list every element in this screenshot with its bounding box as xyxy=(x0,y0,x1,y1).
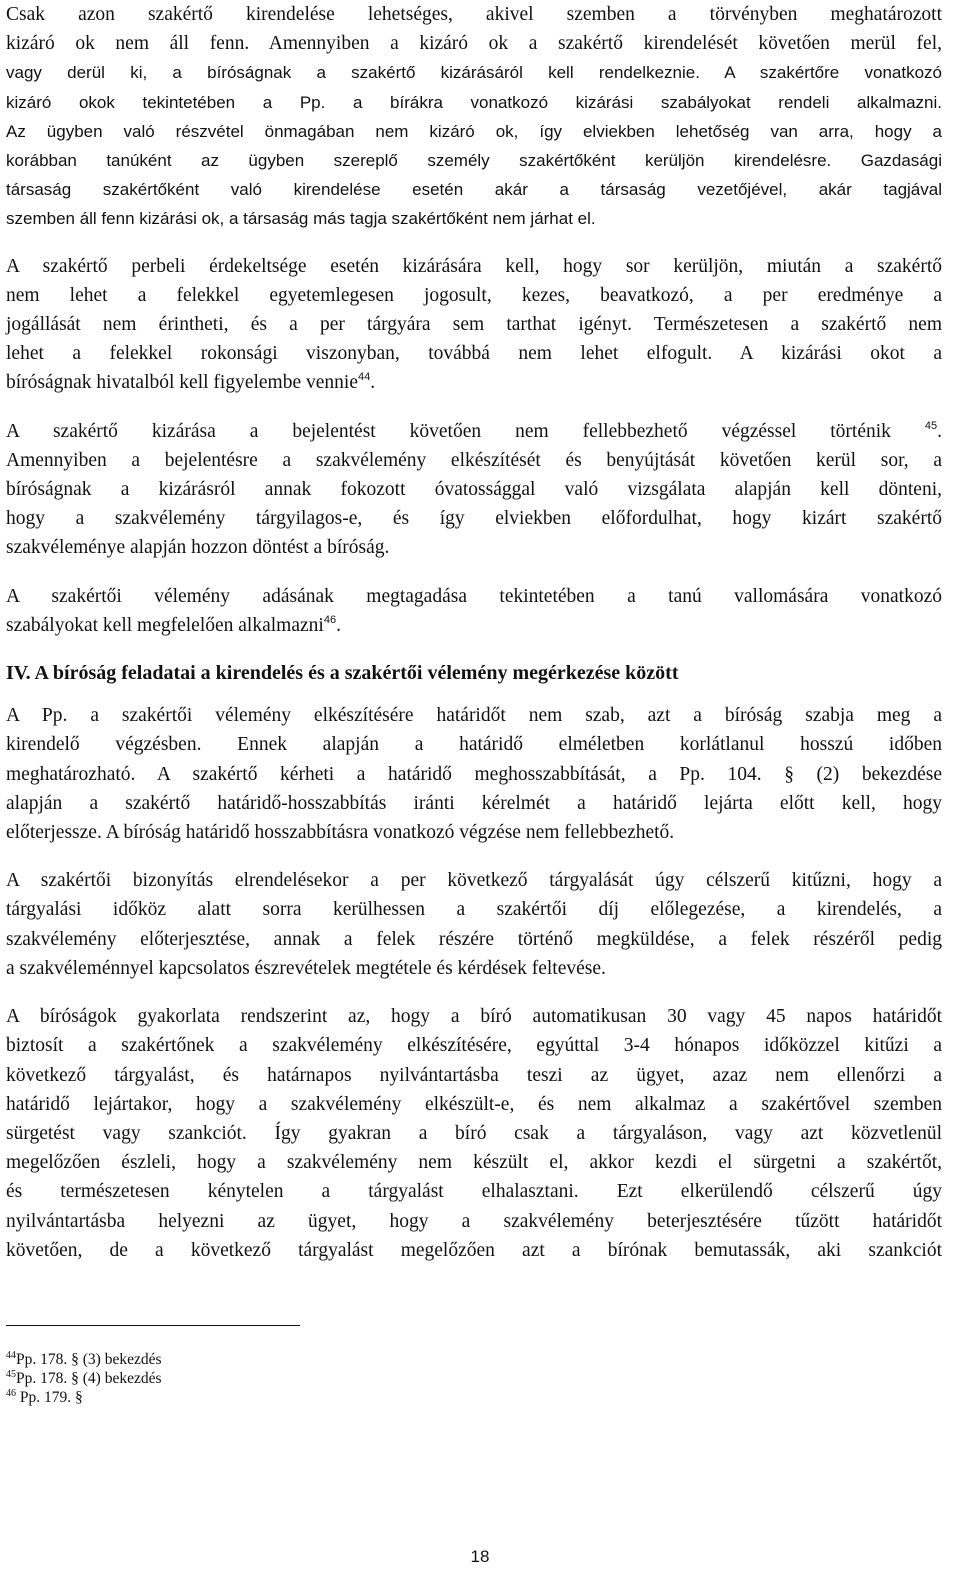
text-line: meghatározható. A szakértő kérheti a határidő meghosszabbítását, a Pp. 104. § (2) bekezdése xyxy=(6,763,942,785)
paragraph-exclusion-order xyxy=(6,417,942,563)
footnote-number: 44 xyxy=(6,1350,16,1361)
text-fragment: bíróságnak hivatalból kell figyelembe vennie xyxy=(6,372,358,394)
text-line: A bíróságok gyakorlata rendszerint az, hogy a bíró automatikusan 30 vagy 45 napos határidőt xyxy=(6,1006,942,1028)
text-line: A szakértői bizonyítás elrendelésekor a per következő tárgyalását úgy célszerű kitűzni, hogy a xyxy=(6,870,942,892)
text-line: szemben áll fenn kizárási ok, a társaság más tagja szakértőként nem járhat el. xyxy=(6,209,596,229)
text-line: jogállását nem érintheti, és a per tárgyára sem tarthat igényt. Természetesen a szakértő nem xyxy=(6,314,942,336)
document-page xyxy=(6,0,942,1284)
text-line: határidő lejártakor, hogy a szakvélemény elkészült-e, és nem alkalmaz a szakértővel szemben xyxy=(6,1093,942,1115)
footnotes xyxy=(6,1350,162,1407)
footnote-ref-44[interactable]: 44 xyxy=(357,371,371,384)
text-fragment: szabályokat kell megfelelően alkalmazni xyxy=(6,614,324,636)
text-fragment: A szakértő kizárása a bejelentést követően nem fellebbezhető végzéssel történik xyxy=(6,420,891,442)
text-line: alapján a szakértő határidő-hosszabbítás iránti kérelmét a határidő lejárta előtt kell, hogy xyxy=(6,792,942,814)
footnote-number: 45 xyxy=(6,1369,16,1380)
footnote-text: Pp. 178. § (3) bekezdés xyxy=(16,1351,162,1368)
text-line: A szakértő kizárása a bejelentést követően nem fellebbezhető végzéssel történik $^{45}$. xyxy=(6,419,943,442)
paragraph-practice xyxy=(6,1002,942,1265)
text-line: lehet a felekkel rokonsági viszonyban, továbbá nem lehet elfogult. A kizárási okot a xyxy=(6,343,942,365)
footnote-text: Pp. 178. § (4) bekezdés xyxy=(16,1370,162,1387)
footnote-divider xyxy=(6,1325,300,1326)
footnote-ref-45[interactable]: 45 xyxy=(924,419,938,432)
text-line: nyilvántartásba helyezni az ügyet, hogy a szakvélemény beterjesztésére tűzött határidőt xyxy=(6,1210,942,1232)
paragraph-refusal xyxy=(6,582,942,640)
paragraph-scheduling xyxy=(6,866,942,983)
footnote-44 xyxy=(6,1350,162,1369)
footnote-45 xyxy=(6,1369,162,1388)
text-line: nem lehet a felekkel egyetemlegesen jogosult, kezes, beavatkozó, a per eredménye a xyxy=(6,284,942,306)
text-line: és természetesen kénytelen a tárgyalást elhalasztani. Ezt elkerülendő célszerű úgy xyxy=(6,1181,942,1203)
text-line: társaság szakértőként való kirendelése esetén akár a társaság vezetőjével, akár tagjával xyxy=(6,180,942,200)
text-line: A szakértői vélemény adásának megtagadása tekintetében a tanú vallomására vonatkozó xyxy=(6,585,942,607)
footnote-ref-46[interactable]: 46 xyxy=(323,613,337,626)
text-line: kizáró ok nem áll fenn. Amennyiben a kizáró ok a szakértő kirendelését követően merül fel, xyxy=(6,33,942,55)
text-line: A szakértő perbeli érdekeltsége esetén kizárására kell, hogy sor kerüljön, miután a szakértő xyxy=(6,255,942,277)
footnote-46 xyxy=(6,1388,162,1407)
text-line: szakvéleménye alapján hozzon döntést a bíróság. xyxy=(6,537,390,559)
text-line: Az ügyben való részvétel önmagában nem kizáró ok, így elviekben lehetőség van arra, hogy a xyxy=(6,121,942,141)
text-line: előterjessze. A bíróság határidő hosszabbításra vonatkozó végzése nem fellebbezhető. xyxy=(6,822,675,844)
text-line: biztosít a szakértőnek a szakvélemény elkészítésére, egyúttal 3-4 hónapos időközzel kitűzi a xyxy=(6,1035,942,1057)
text-line: tárgyalási időköz alatt sorra kerülhessen a szakértői díj előlegezése, a kirendelés, a xyxy=(6,899,942,921)
text-line: szabályokat kell megfelelően alkalmazni$^{46}$. xyxy=(6,613,341,636)
text-line: A Pp. a szakértői vélemény elkészítésére határidőt nem szab, azt a bíróság szabja meg a xyxy=(6,705,942,727)
text-line: korábban tanúként az ügyben szereplő személy szakértőként kerüljön kirendelésre. Gazdasági xyxy=(6,151,942,171)
text-line: bíróságnak a kizárásról annak fokozott óvatossággal való vizsgálata alapján kell dönteni, xyxy=(6,479,942,501)
text-line: a szakvéleménnyel kapcsolatos észrevételek megtétele és kérdések feltevése. xyxy=(6,957,606,979)
text-line: hogy a szakvélemény tárgyilagos-e, és így elviekben előfordulhat, hogy kizárt szakértő xyxy=(6,508,942,530)
footnote-number: 46 xyxy=(6,1388,16,1399)
text-line: Csak azon szakértő kirendelése lehetséges, akivel szemben a törvényben meghatározott xyxy=(6,4,942,25)
text-line: követően, de a következő tárgyalást megelőzően azt a bírónak bemutassák, aki szankciót xyxy=(6,1239,942,1261)
text-line: következő tárgyalást, és határnapos nyilvántartásba teszi az ügyet, azaz nem ellenőrzi a xyxy=(6,1064,942,1086)
text-line: bíróságnak hivatalból kell figyelembe vennie$^{44}$. xyxy=(6,371,376,394)
footnote-text: Pp. 179. § xyxy=(16,1389,83,1406)
section-heading: IV. A bíróság feladatai a kirendelés és a szakértői vélemény megérkezése között xyxy=(6,662,679,685)
page-number: 18 xyxy=(470,1547,490,1566)
paragraph-interest xyxy=(6,252,942,398)
text-line: szakvélemény előterjesztése, annak a felek részére történő megküldése, a felek részéről pedig xyxy=(6,928,942,950)
text-line: Amennyiben a bejelentésre a szakvélemény elkészítését és benyújtását követően kerül sor, a xyxy=(6,449,942,471)
text-line: megelőzően észleli, hogy a szakvélemény nem készült el, akkor kezdi el sürgetni a szakértőt, xyxy=(6,1152,942,1174)
text-line: sürgetést vagy szankciót. Így gyakran a bíró csak a tárgyaláson, vagy azt közvetlenül xyxy=(6,1122,942,1144)
text-line: vagy derül ki, a bíróságnak a szakértő kizárásáról kell rendelkeznie. A szakértőre vonatkozó xyxy=(6,63,942,83)
text-line: kirendelő végzésben. Ennek alapján a határidő elméletben korlátlanul hosszú időben xyxy=(6,734,942,756)
paragraph-disqualification-rules xyxy=(6,0,942,234)
paragraph-deadline xyxy=(6,701,942,847)
text-line: kizáró okok tekintetében a Pp. a bírákra vonatkozó kizárási szabályokat rendeli alkalmazni. xyxy=(6,92,942,112)
